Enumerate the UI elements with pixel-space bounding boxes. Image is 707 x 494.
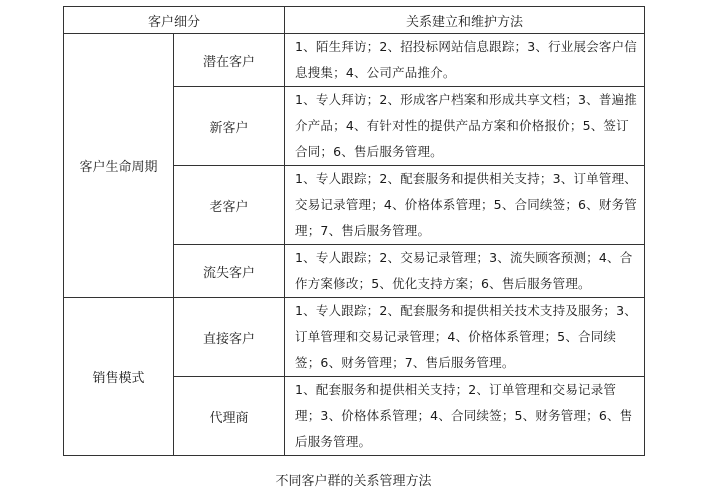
group-lifecycle: 客户生命周期: [64, 34, 174, 298]
method-existing: 1、专人跟踪；2、配套服务和提供相关支持；3、订单管理、交易记录管理；4、价格体系管理；5、合同续签；6、财务管理；7、售后服务管理。: [285, 166, 645, 245]
table-row: [64, 298, 645, 377]
segment-potential: 潜在客户: [174, 34, 285, 87]
method-lost: 1、专人跟踪；2、交易记录管理；3、流失顾客预测；4、合作方案修改；5、优化支持方案；6、售后服务管理。: [285, 245, 645, 298]
method-direct: 1、专人跟踪；2、配套服务和提供相关技术支持及服务；3、订单管理和交易记录管理；4、价格体系管理；5、合同续签；6、财务管理；7、售后服务管理。: [285, 298, 645, 377]
segment-existing: 老客户: [174, 166, 285, 245]
segment-agent: 代理商: [174, 377, 285, 456]
table-caption: 不同客户群的关系管理方法: [275, 474, 432, 489]
method-agent: 1、配套服务和提供相关支持；2、订单管理和交易记录管理；3、价格体系管理；4、合同续签；5、财务管理；6、售后服务管理。: [285, 377, 645, 456]
header-method: 关系建立和维护方法: [285, 7, 645, 34]
group-sales-mode: 销售模式: [64, 298, 174, 456]
table-row: [64, 34, 645, 87]
header-segment: 客户细分: [64, 7, 285, 34]
segment-direct: 直接客户: [174, 298, 285, 377]
table-header-row: [64, 7, 645, 34]
method-new: 1、专人拜访；2、形成客户档案和形成共享文档；3、普遍推介产品；4、有针对性的提供产品方案和价格报价；5、签订合同；6、售后服务管理。: [285, 87, 645, 166]
customer-relationship-table: [63, 6, 645, 456]
method-potential: 1、陌生拜访；2、招投标网站信息跟踪；3、行业展会客户信息搜集；4、公司产品推介。: [285, 34, 645, 87]
segment-lost: 流失客户: [174, 245, 285, 298]
segment-new: 新客户: [174, 87, 285, 166]
